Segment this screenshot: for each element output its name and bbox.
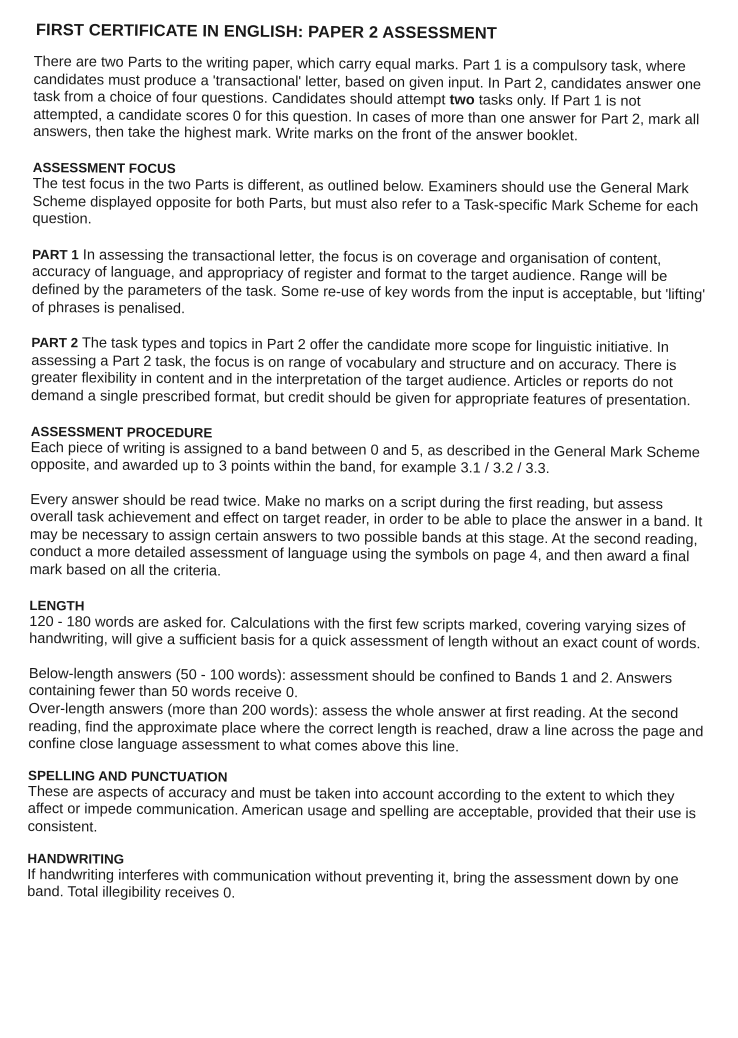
intro-text-a: There are two Parts to the writing paper, which carry equal marks. Part 1 is a compulsory task, where candidates must produce a 'transactional' letter, based on given input. In Part 2, candidates answer one task from a choice of four questions. Candidates should attempt [33, 53, 702, 109]
part2-paragraph [31, 334, 708, 411]
document-body [27, 20, 710, 907]
handwriting-text: If handwriting interferes with communication without preventing it, bring the assessment down by one band. Total illegibility receives 0. [27, 866, 679, 902]
length-heading: LENGTH [29, 597, 85, 614]
assessment-focus-heading: ASSESSMENT FOCUS [32, 159, 176, 177]
part1-paragraph [32, 246, 709, 323]
assessment-procedure-text-2: Every answer should be read twice. Make no marks on a script during the first reading, but assess overall task achievement and effect on target reader, in order to be able to place the answer in a band. It may be necessary to assign certain answers to two possible bands at this stage. At the second reading, conduct a more detailed assessment of language using the symbols on page 4, and then award a final mark based on all the criteria. [29, 491, 703, 580]
intro-paragraph [33, 54, 710, 147]
assessment-procedure-heading: ASSESSMENT PROCEDURE [30, 423, 213, 440]
intro-text-b: tasks only. If Part 1 is not attempted, a candidate scores 0 for this question. In cases of more than one answer for Part 2, mark all answers, then take the highest mark. Write marks on the front of the answer booklet. [33, 92, 700, 145]
page-title: FIRST CERTIFICATE IN ENGLISH: PAPER 2 ASSESSMENT [35, 21, 498, 43]
part1-label: PART 1 [32, 246, 79, 263]
length-text-3: Over-length answers (more than 200 words): assess the whole answer at first reading. At the second reading, find the approximate place where the correct length is reached, draw a line across the page and confine close language assessment to what comes above this line. [28, 701, 704, 756]
part2-label: PART 2 [31, 335, 79, 351]
handwriting-heading: HANDWRITING [27, 850, 125, 867]
spelling-heading: SPELLING AND PUNCTUATION [28, 767, 228, 785]
part2-text: The task types and topics in Part 2 offer the candidate more scope for linguistic initiative. In assessing a Part 2 task, the focus is on range of vocabulary and structure and on accuracy. There is greater flexibility in content and in the interpretation of the target audience. Articles or reports do not demand a single prescribed format, but credit should be given for appropriate features of presentation. [30, 335, 691, 410]
intro-bold-word: two [449, 92, 475, 109]
length-text-1: 120 - 180 words are asked for. Calculations with the first few scripts marked, covering varying sizes of handwriting, will give a sufficient basis for a quick assessment of length without an exact count of words. [29, 613, 701, 653]
assessment-procedure-text-1: Each piece of writing is assigned to a band between 0 and 5, as described in the General Mark Scheme opposite, and awarded up to 3 points within the band, for example 3.1 / 3.2 / 3.3. [30, 439, 700, 478]
spelling-text: These are aspects of accuracy and must be taken into account according to the extent to which they affect or impede communication. American usage and spelling are acceptable, provided that their use is consistent. [27, 783, 697, 836]
length-text-2: Below-length answers (50 - 100 words): assessment should be confined to Bands 1 and 2. Answers containing fewer than 50 words receive 0. [28, 665, 673, 702]
part1-text: In assessing the transactional letter, the focus is on coverage and organisation of content, accuracy of language, and appropriacy of register and format to the target audience. Range will be defined by the parameters of the task. Some re-use of key words from the input is acceptable, but 'lifting' of phrases is penalised. [31, 247, 706, 317]
assessment-focus-text: The test focus in the two Parts is different, as outlined below. Examiners should use the General Mark Scheme displayed opposite for both Parts, but must also refer to a Task-specific Mark Scheme for each question. [32, 175, 699, 228]
